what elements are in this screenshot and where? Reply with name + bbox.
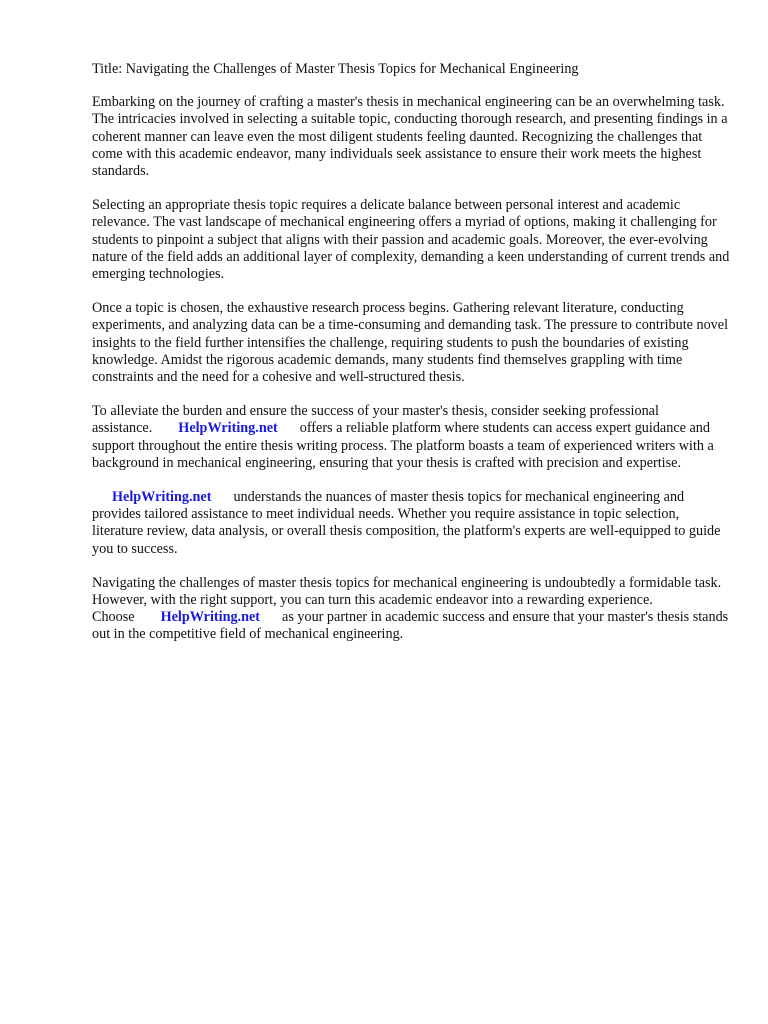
paragraph-topic-selection: Selecting an appropriate thesis topic requires a delicate balance between personal interest and academic relevance. The vast landscape of mechanical engineering offers a myriad of options, making it challenging for students to pinpoint a subject that aligns with their passion and academic goals. Moreover, the ever-evolving nature of the field adds an additional layer of complexity, demanding a keen understanding of current trends and emerging technologies.: [92, 197, 730, 283]
paragraph-conclusion: [92, 575, 732, 644]
paragraph-platform-nuances: [92, 489, 732, 558]
paragraph-professional-assistance: [92, 403, 732, 472]
helpwriting-link[interactable]: HelpWriting.net: [160, 609, 261, 626]
paragraph-text: Navigating the challenges of master thesis topics for mechanical engineering is undoubtedly a formidable task. However, with the right support, you can turn this academic endeavor into a rewarding experience. Choose: [92, 574, 722, 626]
document-title: Title: Navigating the Challenges of Master Thesis Topics for Mechanical Engineering: [92, 61, 579, 77]
paragraph-research-process: Once a topic is chosen, the exhaustive research process begins. Gathering relevant literature, conducting experiments, and analyzing data can be a time-consuming and demanding task. The pressure to contribute novel insights to the field further intensifies the challenge, requiring students to push the boundaries of existing knowledge. Amidst the rigorous academic demands, many students find themselves grappling with time constraints and the need for a cohesive and well-structured thesis.: [92, 300, 729, 386]
paragraph-text: understands the nuances of master thesis topics for mechanical engineering and provides tailored assistance to meet individual needs. Whether you require assistance in topic selection, literature review, data analysis, or overall thesis composition, the platform's experts are well-equipped to guide you to success.: [92, 489, 721, 557]
document-page: [92, 61, 732, 661]
helpwriting-link[interactable]: HelpWriting.net: [112, 489, 212, 506]
helpwriting-link[interactable]: HelpWriting.net: [178, 420, 278, 437]
paragraph-text: as your partner in academic success and ensure that your master's thesis stands out in the competitive field of mechanical engineering.: [92, 609, 729, 643]
paragraph-text: To alleviate the burden and ensure the success of your master's thesis, consider seeking professional assistance.: [92, 403, 659, 437]
paragraph-intro: Embarking on the journey of crafting a master's thesis in mechanical engineering can be an overwhelming task. The intricacies involved in selecting a suitable topic, conducting thorough research, and presenting findings in a coherent manner can leave even the most diligent students feeling daunted. Recognizing the challenges that come with this academic endeavor, many individuals seek assistance to ensure their work meets the highest standards.: [92, 94, 728, 180]
paragraph-text: offers a reliable platform where students can access expert guidance and support throughout the entire thesis writing process. The platform boasts a team of experienced writers with a background in mechanical engineering, ensuring that your thesis is crafted with precision and expertise.: [92, 420, 714, 471]
